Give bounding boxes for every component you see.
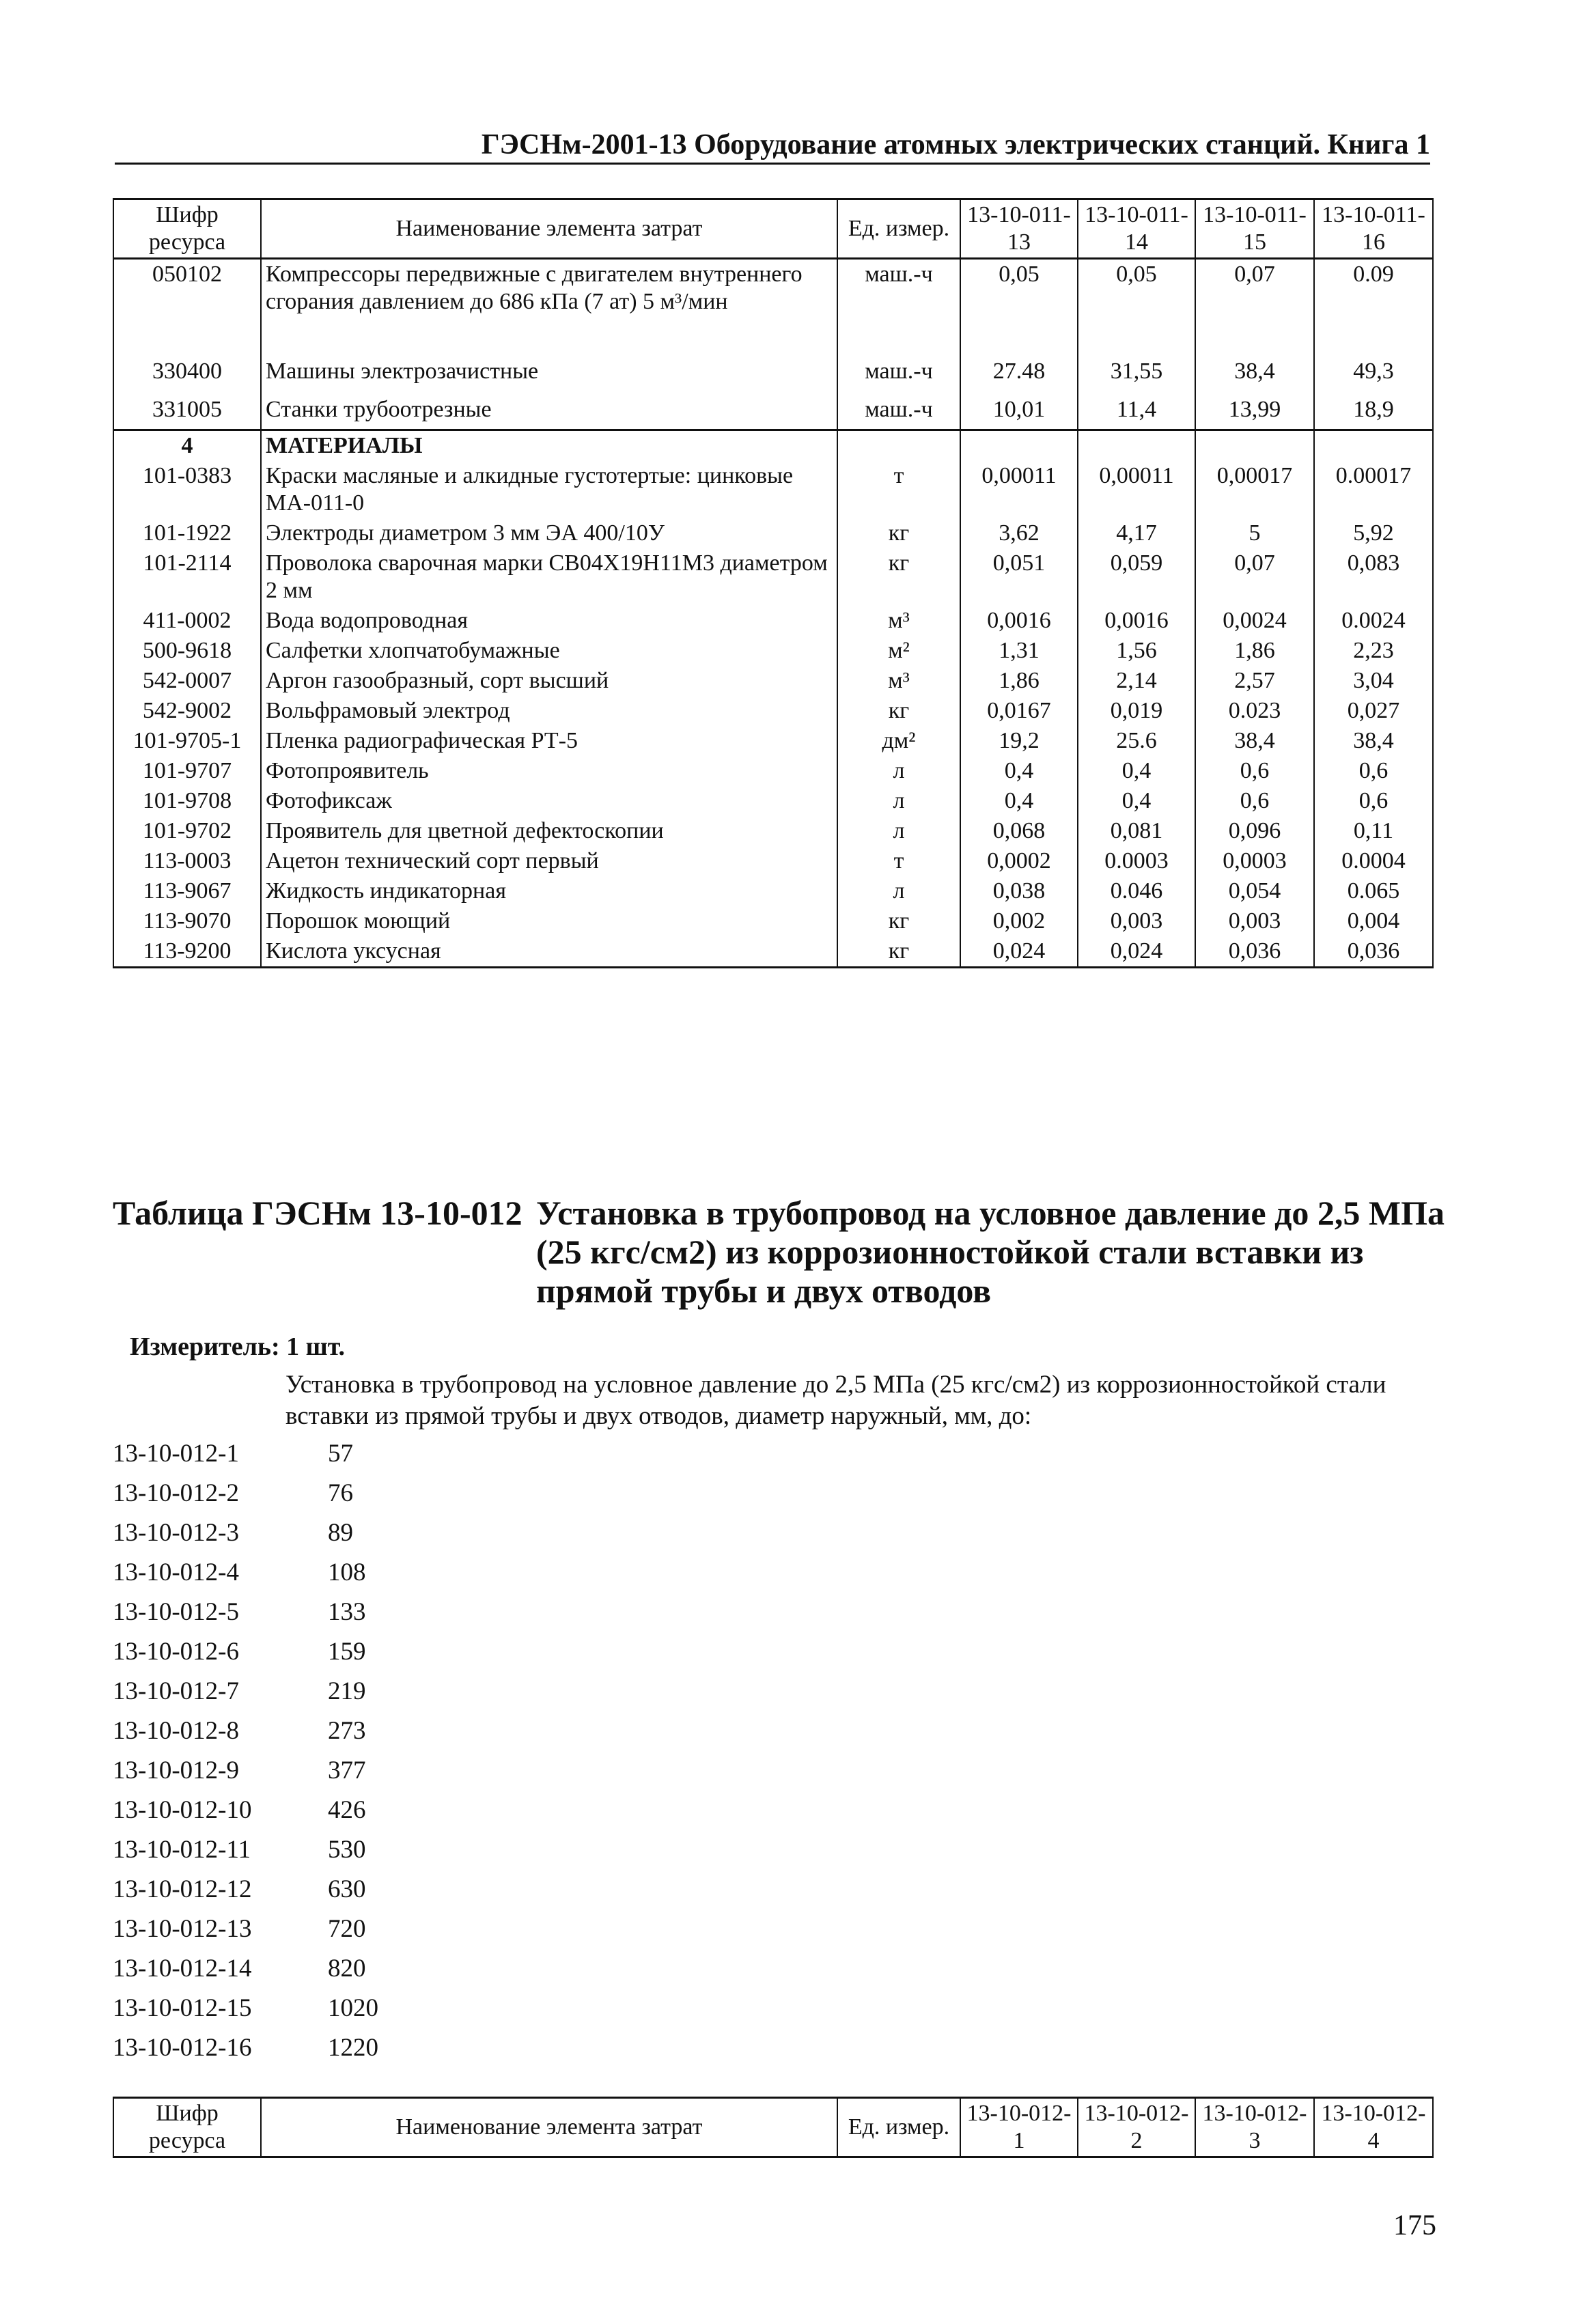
cell-code: 101-9705-1: [113, 726, 261, 756]
cell-value: 0,07: [1195, 259, 1314, 353]
cell-value: 5: [1195, 518, 1314, 548]
norm-items-list: [113, 1434, 378, 2068]
norm-diameter: 57: [328, 1440, 353, 1468]
cell-value: 18,9: [1314, 391, 1433, 430]
cell-name: Машины электрозачистные: [261, 352, 837, 391]
cell-value: 25.6: [1078, 726, 1195, 756]
cell-value: 31,55: [1078, 352, 1195, 391]
cell-value: 27.48: [960, 352, 1078, 391]
cell-value: 0,05: [960, 259, 1078, 353]
section-code: 4: [113, 430, 261, 462]
cell-value: 0,059: [1078, 548, 1195, 606]
cell-value: 0.0024: [1314, 606, 1433, 636]
norm-diameter: 89: [328, 1519, 353, 1547]
cell-name: Вода водопроводная: [261, 606, 837, 636]
table-row: [113, 906, 1433, 936]
table-row: [113, 876, 1433, 906]
list-item: [113, 1909, 378, 1949]
table-body: [113, 259, 1433, 968]
cell-name: Электроды диаметром 3 мм ЭА 400/10У: [261, 518, 837, 548]
cell-value: 11,4: [1078, 391, 1195, 430]
cell-value: 5,92: [1314, 518, 1433, 548]
table-title-prefix: Таблица ГЭСНм 13-10-012: [113, 1194, 522, 1232]
norm-code: 13-10-012-14: [113, 1955, 252, 1983]
list-item: [113, 1434, 378, 1474]
list-item: [113, 1474, 378, 1513]
cell-code: 542-9002: [113, 696, 261, 726]
cell-value: 0,024: [960, 936, 1078, 968]
table-row: [113, 666, 1433, 696]
cell-code: 331005: [113, 391, 261, 430]
cell-value: 0.00017: [1314, 461, 1433, 518]
norm-diameter: 820: [328, 1955, 366, 1983]
cell-value: 0,05: [1078, 259, 1195, 353]
cell-unit: кг: [837, 548, 960, 606]
table-header-row: [113, 199, 1433, 259]
table-row: [113, 936, 1433, 968]
col-c2-header: 13-10-011-14: [1078, 199, 1195, 259]
table-row: [113, 756, 1433, 786]
col-c4-header: 13-10-011-16: [1314, 199, 1433, 259]
norm-code: 13-10-012-13: [113, 1915, 252, 1943]
cell-name: Проявитель для цветной дефектоскопии: [261, 816, 837, 846]
norm-code: 13-10-012-6: [113, 1638, 239, 1666]
cell-name: Компрессоры передвижные с двигателем внутреннего сгорания давлением до 686 кПа (7 ат) 5 м³/мин: [261, 259, 837, 353]
cell-value: 0,036: [1195, 936, 1314, 968]
col-c1-header: 13-10-011-13: [960, 199, 1078, 259]
list-item: [113, 2028, 378, 2068]
table-row: [113, 606, 1433, 636]
table-row: [113, 786, 1433, 816]
cell-value: 0,024: [1078, 936, 1195, 968]
norm-diameter: 1220: [328, 2034, 378, 2062]
cell-value: 49,3: [1314, 352, 1433, 391]
table-row: [113, 696, 1433, 726]
cell-unit: кг: [837, 936, 960, 968]
table-row: [113, 259, 1433, 353]
list-item: [113, 1593, 378, 1632]
cell-value: 38,4: [1314, 726, 1433, 756]
cell-code: 113-0003: [113, 846, 261, 876]
norm-code: 13-10-012-5: [113, 1598, 239, 1626]
cell-name: Салфетки хлопчатобумажные: [261, 636, 837, 666]
cell-value: 0,00017: [1195, 461, 1314, 518]
cell-code: 101-9702: [113, 816, 261, 846]
norm-diameter: 76: [328, 1479, 353, 1507]
col-unit-header: Ед. измер.: [837, 199, 960, 259]
cell-name: Краски масляные и алкидные густотертые: цинковые МА-011-0: [261, 461, 837, 518]
cell-code: 101-2114: [113, 548, 261, 606]
cell-value: 0,0016: [1078, 606, 1195, 636]
page-number: 175: [1393, 2210, 1436, 2241]
col-c1-header: 13-10-012-1: [960, 2098, 1078, 2157]
cell-value: 0,0003: [1195, 846, 1314, 876]
norm-diameter: 377: [328, 1756, 366, 1784]
cell-unit: дм²: [837, 726, 960, 756]
list-item: [113, 1830, 378, 1870]
cell-code: 542-0007: [113, 666, 261, 696]
norm-diameter: 133: [328, 1598, 366, 1626]
cell-unit: маш.-ч: [837, 391, 960, 430]
resources-table-011: [113, 198, 1434, 968]
cell-code: 330400: [113, 352, 261, 391]
resources-table-012: [113, 2097, 1434, 2158]
cell-value: 0,4: [1078, 756, 1195, 786]
cell-unit: кг: [837, 906, 960, 936]
cell-value: 0,4: [960, 756, 1078, 786]
cell-name: Жидкость индикаторная: [261, 876, 837, 906]
norm-code: 13-10-012-2: [113, 1479, 239, 1507]
cell-code: 411-0002: [113, 606, 261, 636]
list-item: [113, 1632, 378, 1672]
list-item: [113, 1870, 378, 1909]
table-row: [113, 352, 1433, 391]
cell-value: 0,0024: [1195, 606, 1314, 636]
norm-code: 13-10-012-12: [113, 1875, 252, 1903]
cell-value: 0,6: [1195, 756, 1314, 786]
cell-value: 0,0002: [960, 846, 1078, 876]
list-item: [113, 1711, 378, 1751]
cell-value: 0,00011: [960, 461, 1078, 518]
cell-unit: м³: [837, 666, 960, 696]
cell-value: 0,051: [960, 548, 1078, 606]
cell-value: 1,86: [1195, 636, 1314, 666]
norm-diameter: 720: [328, 1915, 366, 1943]
col-code-header: Шифр ресурса: [113, 2098, 261, 2157]
cell-empty: [837, 430, 960, 462]
cell-unit: л: [837, 786, 960, 816]
table-header-row: [113, 2098, 1433, 2157]
col-name-header: Наименование элемента затрат: [261, 199, 837, 259]
table-row: [113, 518, 1433, 548]
cell-code: 050102: [113, 259, 261, 353]
col-c4-header: 13-10-012-4: [1314, 2098, 1433, 2157]
cell-unit: м³: [837, 606, 960, 636]
cell-value: 0,0167: [960, 696, 1078, 726]
cell-value: 0,027: [1314, 696, 1433, 726]
col-c2-header: 13-10-012-2: [1078, 2098, 1195, 2157]
cell-unit: л: [837, 816, 960, 846]
page-header: ГЭСНм-2001-13 Оборудование атомных электрических станций. Книга 1: [115, 128, 1430, 165]
cell-empty: [1314, 430, 1433, 462]
table-row: [113, 816, 1433, 846]
cell-value: 0,4: [1078, 786, 1195, 816]
cell-code: 500-9618: [113, 636, 261, 666]
norm-code: 13-10-012-15: [113, 1994, 252, 2022]
norm-diameter: 630: [328, 1875, 366, 1903]
norm-diameter: 108: [328, 1558, 366, 1586]
list-item: [113, 1791, 378, 1830]
cell-value: 0,003: [1078, 906, 1195, 936]
cell-value: 0,068: [960, 816, 1078, 846]
cell-value: 0,07: [1195, 548, 1314, 606]
cell-name: Порошок моющий: [261, 906, 837, 936]
cell-unit: м²: [837, 636, 960, 666]
cell-name: Ацетон технический сорт первый: [261, 846, 837, 876]
cell-name: Станки трубоотрезные: [261, 391, 837, 430]
norm-diameter: 159: [328, 1638, 366, 1666]
cell-value: 0.0004: [1314, 846, 1433, 876]
cell-value: 0,019: [1078, 696, 1195, 726]
cell-name: Фотофиксаж: [261, 786, 837, 816]
cell-value: 1,86: [960, 666, 1078, 696]
cell-code: 101-0383: [113, 461, 261, 518]
cell-unit: кг: [837, 696, 960, 726]
col-code-header: Шифр ресурса: [113, 199, 261, 259]
cell-value: 0,036: [1314, 936, 1433, 968]
cell-value: 0,083: [1314, 548, 1433, 606]
cell-unit: т: [837, 461, 960, 518]
cell-value: 0,003: [1195, 906, 1314, 936]
norm-code: 13-10-012-16: [113, 2034, 252, 2062]
work-description: Установка в трубопровод на условное давление до 2,5 МПа (25 кгс/см2) из коррозионностойкой стали вставки из прямой трубы и двух отводов, диаметр наружный, мм, до:: [285, 1371, 1386, 1430]
measure-unit: Измеритель: 1 шт.: [130, 1332, 346, 1361]
norm-diameter: 1020: [328, 1994, 378, 2022]
cell-value: 19,2: [960, 726, 1078, 756]
norm-diameter: 530: [328, 1836, 366, 1864]
norm-code: 13-10-012-7: [113, 1677, 239, 1705]
cell-code: 113-9070: [113, 906, 261, 936]
cell-code: 113-9067: [113, 876, 261, 906]
cell-name: Аргон газообразный, сорт высший: [261, 666, 837, 696]
cell-value: 0,054: [1195, 876, 1314, 906]
cell-value: 0,6: [1314, 786, 1433, 816]
cell-value: 0,038: [960, 876, 1078, 906]
cell-code: 101-9708: [113, 786, 261, 816]
list-item: [113, 1989, 378, 2028]
norm-code: 13-10-012-8: [113, 1717, 239, 1745]
col-unit-header: Ед. измер.: [837, 2098, 960, 2157]
cell-value: 0,4: [960, 786, 1078, 816]
norm-code: 13-10-012-9: [113, 1756, 239, 1784]
norm-code: 13-10-012-3: [113, 1519, 239, 1547]
list-item: [113, 1672, 378, 1711]
cell-value: 0,004: [1314, 906, 1433, 936]
cell-name: Кислота уксусная: [261, 936, 837, 968]
cell-name: Пленка радиографическая РТ-5: [261, 726, 837, 756]
cell-unit: л: [837, 876, 960, 906]
cell-unit: л: [837, 756, 960, 786]
section-title: МАТЕРИАЛЫ: [261, 430, 837, 462]
table-row: [113, 636, 1433, 666]
list-item: [113, 1751, 378, 1791]
cell-empty: [1195, 430, 1314, 462]
col-c3-header: 13-10-011-15: [1195, 199, 1314, 259]
cell-value: 3,62: [960, 518, 1078, 548]
cell-value: 0,081: [1078, 816, 1195, 846]
table-row: [113, 461, 1433, 518]
cell-value: 0.0003: [1078, 846, 1195, 876]
list-item: [113, 1513, 378, 1553]
cell-code: 113-9200: [113, 936, 261, 968]
cell-value: 0,002: [960, 906, 1078, 936]
cell-empty: [960, 430, 1078, 462]
cell-value: 38,4: [1195, 726, 1314, 756]
cell-name: Вольфрамовый электрод: [261, 696, 837, 726]
cell-value: 0.046: [1078, 876, 1195, 906]
col-c3-header: 13-10-012-3: [1195, 2098, 1314, 2157]
table-row: [113, 726, 1433, 756]
cell-value: 38,4: [1195, 352, 1314, 391]
section-row-materials: [113, 430, 1433, 462]
table-title-name: Установка в трубопровод на условное давление до 2,5 МПа (25 кгс/см2) из коррозионностойкой стали вставки из прямой трубы и двух отводов: [536, 1194, 1445, 1310]
cell-empty: [1078, 430, 1195, 462]
cell-value: 3,04: [1314, 666, 1433, 696]
cell-unit: маш.-ч: [837, 352, 960, 391]
cell-unit: маш.-ч: [837, 259, 960, 353]
cell-value: 0,00011: [1078, 461, 1195, 518]
list-item: [113, 1553, 378, 1593]
cell-value: 1,31: [960, 636, 1078, 666]
table-row: [113, 846, 1433, 876]
table-row: [113, 391, 1433, 430]
cell-value: 0,096: [1195, 816, 1314, 846]
cell-unit: т: [837, 846, 960, 876]
cell-value: 2,23: [1314, 636, 1433, 666]
cell-value: 2,14: [1078, 666, 1195, 696]
col-name-header: Наименование элемента затрат: [261, 2098, 837, 2157]
cell-code: 101-1922: [113, 518, 261, 548]
cell-code: 101-9707: [113, 756, 261, 786]
cell-value: 10,01: [960, 391, 1078, 430]
cell-unit: кг: [837, 518, 960, 548]
cell-value: 0,11: [1314, 816, 1433, 846]
cell-value: 0.065: [1314, 876, 1433, 906]
cell-value: 0,0016: [960, 606, 1078, 636]
norm-code: 13-10-012-11: [113, 1836, 251, 1864]
cell-name: Проволока сварочная марки СВ04Х19Н11М3 диаметром 2 мм: [261, 548, 837, 606]
cell-name: Фотопроявитель: [261, 756, 837, 786]
norm-diameter: 426: [328, 1796, 366, 1824]
cell-value: 4,17: [1078, 518, 1195, 548]
norm-diameter: 219: [328, 1677, 366, 1705]
cell-value: 0,6: [1314, 756, 1433, 786]
cell-value: 0.023: [1195, 696, 1314, 726]
table-row: [113, 548, 1433, 606]
cell-value: 0.09: [1314, 259, 1433, 353]
cell-value: 2,57: [1195, 666, 1314, 696]
norm-code: 13-10-012-1: [113, 1440, 239, 1468]
cell-value: 1,56: [1078, 636, 1195, 666]
norm-diameter: 273: [328, 1717, 366, 1745]
norm-code: 13-10-012-10: [113, 1796, 252, 1824]
norm-code: 13-10-012-4: [113, 1558, 239, 1586]
cell-value: 0,6: [1195, 786, 1314, 816]
list-item: [113, 1949, 378, 1989]
cell-value: 13,99: [1195, 391, 1314, 430]
